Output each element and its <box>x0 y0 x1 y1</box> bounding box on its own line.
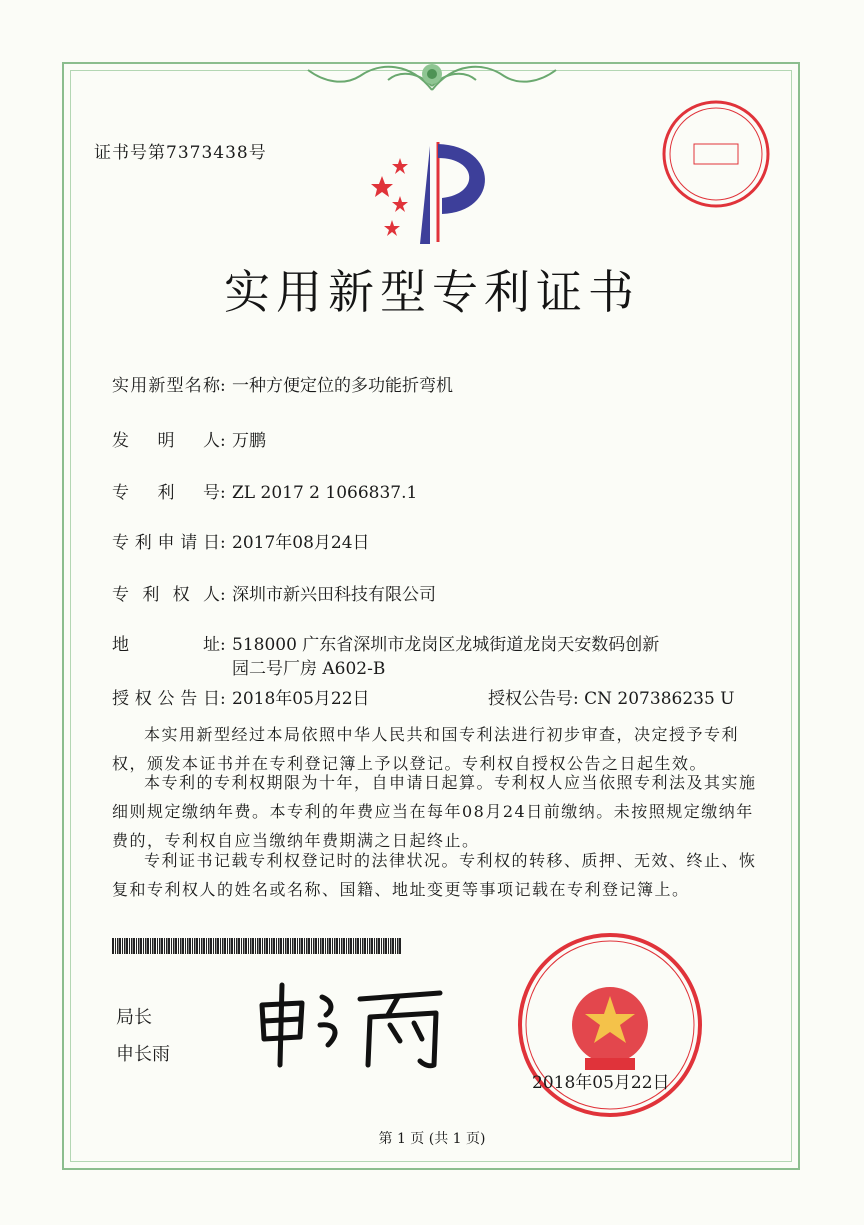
field-label: 专利号 <box>112 483 220 503</box>
barcode <box>112 938 402 954</box>
field-label: 专利申请日 <box>112 533 220 553</box>
field-value: 2018年05月22日 <box>232 689 370 709</box>
field-label: 授权公告号 <box>488 689 573 709</box>
director-title: 局长 <box>116 1007 152 1028</box>
paragraph-1: 本实用新型经过本局依照中华人民共和国专利法进行初步审查，决定授予专利权，颁发本证书并在专利登记簿上予以登记。专利权自授权公告之日起生效。 <box>112 725 740 773</box>
field-label: 实用新型名称 <box>112 376 220 396</box>
field-address: 地址: 518000 广东省深圳市龙岗区龙城街道龙岗天安数码创新 <box>112 630 659 655</box>
patent-office-emblem-icon <box>360 132 500 252</box>
page-number: 第 1 页 (共 1 页) <box>378 1131 486 1147</box>
stamp-duty-seal <box>660 98 772 210</box>
field-inventor: 发明人: 万鹏 <box>112 426 266 451</box>
field-label: 授权公告日 <box>112 689 220 709</box>
field-patent-number: 专利号: ZL 2017 2 1066837.1 <box>112 478 417 503</box>
field-value: 518000 广东省深圳市龙岗区龙城街道龙岗天安数码创新 <box>232 635 660 655</box>
field-label: 发明人 <box>112 431 220 451</box>
field-value: 深圳市新兴田科技有限公司 <box>232 585 436 605</box>
field-grant-number: 授权公告号: CN 207386235 U <box>488 689 735 709</box>
director-name: 申长雨 <box>116 1044 170 1065</box>
paragraph-2: 本专利的专利权期限为十年，自申请日起算。专利权人应当依照专利法及其实施细则规定缴纳年费。本专利的年费应当在每年08月24日前缴纳。未按照规定缴纳年费的，专利权自应当缴纳年费期满之日起终止。 <box>112 773 757 850</box>
field-value: ZL 2017 2 1066837.1 <box>232 483 418 503</box>
field-value: 万鹏 <box>232 431 266 451</box>
field-address-line2: 园二号厂房 A602-B <box>232 659 386 679</box>
certificate-number: 证书号第7373438号 <box>94 143 267 163</box>
field-grant-date: 授权公告日: 2018年05月22日 <box>112 684 370 709</box>
field-patentee: 专利权人: 深圳市新兴田科技有限公司 <box>112 580 436 605</box>
field-label: 地址 <box>112 635 220 655</box>
field-value: CN 207386235 U <box>584 689 735 709</box>
paragraph-3: 专利证书记载专利权登记时的法律状况。专利权的转移、质押、无效、终止、恢复和专利权人的姓名或名称、国籍、地址变更等事项记载在专利登记簿上。 <box>112 851 757 899</box>
field-value: 一种方便定位的多功能折弯机 <box>232 376 453 396</box>
document-title: 实用新型专利证书 <box>224 265 640 319</box>
field-value: 2017年08月24日 <box>232 533 370 553</box>
director-signature <box>250 975 450 1075</box>
seal-date: 2018年05月22日 <box>532 1073 670 1093</box>
field-utility-model-name: 实用新型名称: 一种方便定位的多功能折弯机 <box>112 371 453 396</box>
top-ornament <box>300 52 564 96</box>
field-label: 专利权人 <box>112 585 220 605</box>
field-filing-date: 专利申请日: 2017年08月24日 <box>112 528 370 553</box>
